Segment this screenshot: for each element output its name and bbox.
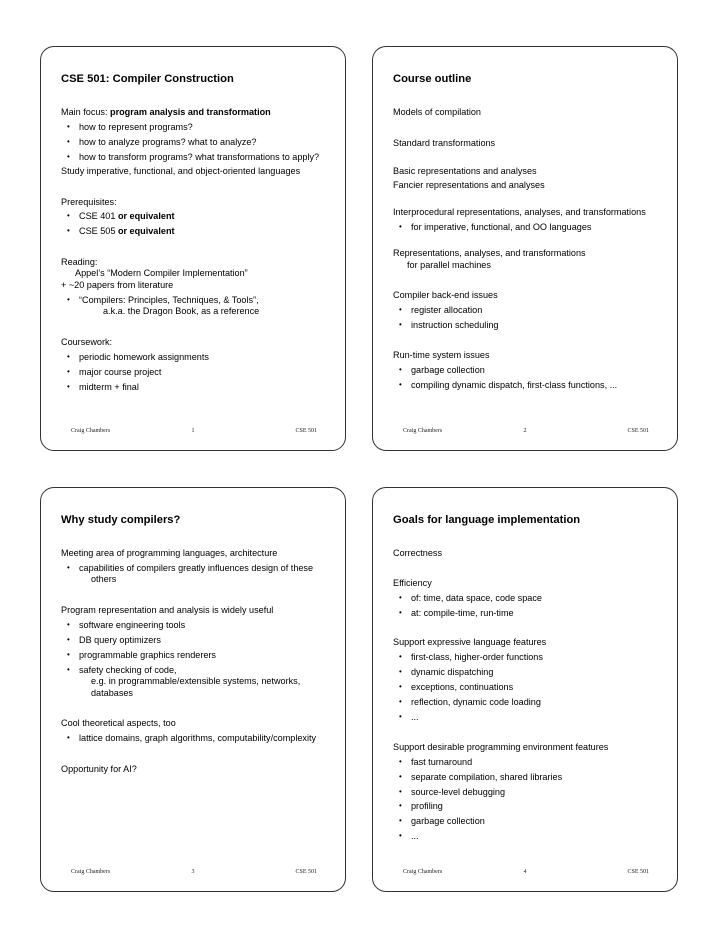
bullet-item: • ... [393,711,419,723]
bullet-item: • first-class, higher-order functions [393,651,543,663]
bullet-item: • “Compilers: Principles, Techniques, & Tools”, [61,294,259,306]
bullet-item: • profiling [393,800,443,812]
text-line: Representations, analyses, and transformations [393,248,586,258]
bullet-item: • source-level debugging [393,786,505,798]
slide-2 [372,46,678,451]
bullet-item: • periodic homework assignments [61,351,209,363]
text-line: Coursework: [61,337,113,347]
text-line: Opportunity for AI? [61,764,137,774]
bullet-item: • CSE 505 or equivalent [61,225,175,237]
text-line: + ~20 papers from literature [61,280,174,290]
text-line: Correctness [393,548,443,558]
footer-course: CSE 501 [295,869,317,875]
slide-footer [373,428,677,438]
bullet-item: • capabilities of compilers greatly influences design of these [61,562,313,574]
slide-1 [40,46,346,451]
slide-footer [373,869,677,879]
bullet-item: • for imperative, functional, and OO languages [393,221,591,233]
footer-page-number: 4 [523,869,527,875]
bullet-item: • midterm + final [61,381,139,393]
footer-course: CSE 501 [295,428,317,434]
bullet-item: • instruction scheduling [393,319,498,331]
slide-3 [40,487,346,892]
text-line: Prerequisites: [61,197,117,207]
slide-footer [41,869,345,879]
bullet-item: • major course project [61,366,161,378]
text-line: Support desirable programming environment features [393,742,609,752]
bullet-item: • dynamic dispatching [393,666,493,678]
bullet-item: • at: compile-time, run-time [393,607,514,619]
text-line: Fancier representations and analyses [393,180,545,190]
footer-page-number: 2 [523,428,527,434]
text-line: databases [91,688,133,698]
bullet-item: • garbage collection [393,815,485,827]
text-line: Basic representations and analyses [393,166,537,176]
text-line: Interprocedural representations, analyses, and transformations [393,207,646,217]
slide-4 [372,487,678,892]
bullet-item: • safety checking of code, [61,664,177,676]
text-line: Efficiency [393,578,432,588]
text-line: a.k.a. the Dragon Book, as a reference [103,306,260,316]
slide-title: Goals for language implementation [393,514,581,526]
text-line: e.g. in programmable/extensible systems, networks, [91,676,301,686]
bullet-item: • how to transform programs? what transformations to apply? [61,151,319,163]
bullet-item: • how to represent programs? [61,121,193,133]
bullet-item: • compiling dynamic dispatch, first-class functions, ... [393,379,617,391]
bullet-item: • programmable graphics renderers [61,649,216,661]
bullet-item: • garbage collection [393,364,485,376]
bullet-item: • of: time, data space, code space [393,592,542,604]
text-line: Main focus: program analysis and transformation [61,107,271,117]
text-line: Cool theoretical aspects, too [61,718,176,728]
bullet-item: • fast turnaround [393,756,472,768]
bullet-item: • separate compilation, shared libraries [393,771,562,783]
text-line: Reading: [61,257,98,267]
bullet-item: • reflection, dynamic code loading [393,696,541,708]
text-line: for parallel machines [407,260,491,270]
bullet-item: • CSE 401 or equivalent [61,210,175,222]
text-line: Compiler back-end issues [393,290,498,300]
text-line: Program representation and analysis is widely useful [61,605,274,615]
bullet-item: • DB query optimizers [61,634,161,646]
text-line: Meeting area of programming languages, architecture [61,548,278,558]
text-line: Standard transformations [393,138,496,148]
footer-course: CSE 501 [627,869,649,875]
footer-page-number: 3 [191,869,195,875]
bullet-item: • register allocation [393,304,482,316]
footer-course: CSE 501 [627,428,649,434]
slide-title: Course outline [393,73,472,85]
bullet-item: • exceptions, continuations [393,681,513,693]
bullet-item: • ... [393,830,419,842]
text-line: others [91,574,117,584]
footer-page-number: 1 [191,428,195,434]
slide-footer [41,428,345,438]
text-line: Support expressive language features [393,637,547,647]
footer-author: Craig Chambers [403,428,443,434]
footer-author: Craig Chambers [71,869,111,875]
text-line: Run-time system issues [393,350,490,360]
bullet-item: • how to analyze programs? what to analyze? [61,136,256,148]
footer-author: Craig Chambers [71,428,111,434]
text-line: Appel’s “Modern Compiler Implementation” [75,268,248,278]
slide-title: Why study compilers? [61,514,181,526]
footer-author: Craig Chambers [403,869,443,875]
slide-title: CSE 501: Compiler Construction [61,73,234,85]
text-line: Models of compilation [393,107,481,117]
bullet-item: • software engineering tools [61,619,185,631]
bullet-item: • lattice domains, graph algorithms, computability/complexity [61,732,316,744]
text-line: Study imperative, functional, and object-oriented languages [61,166,301,176]
